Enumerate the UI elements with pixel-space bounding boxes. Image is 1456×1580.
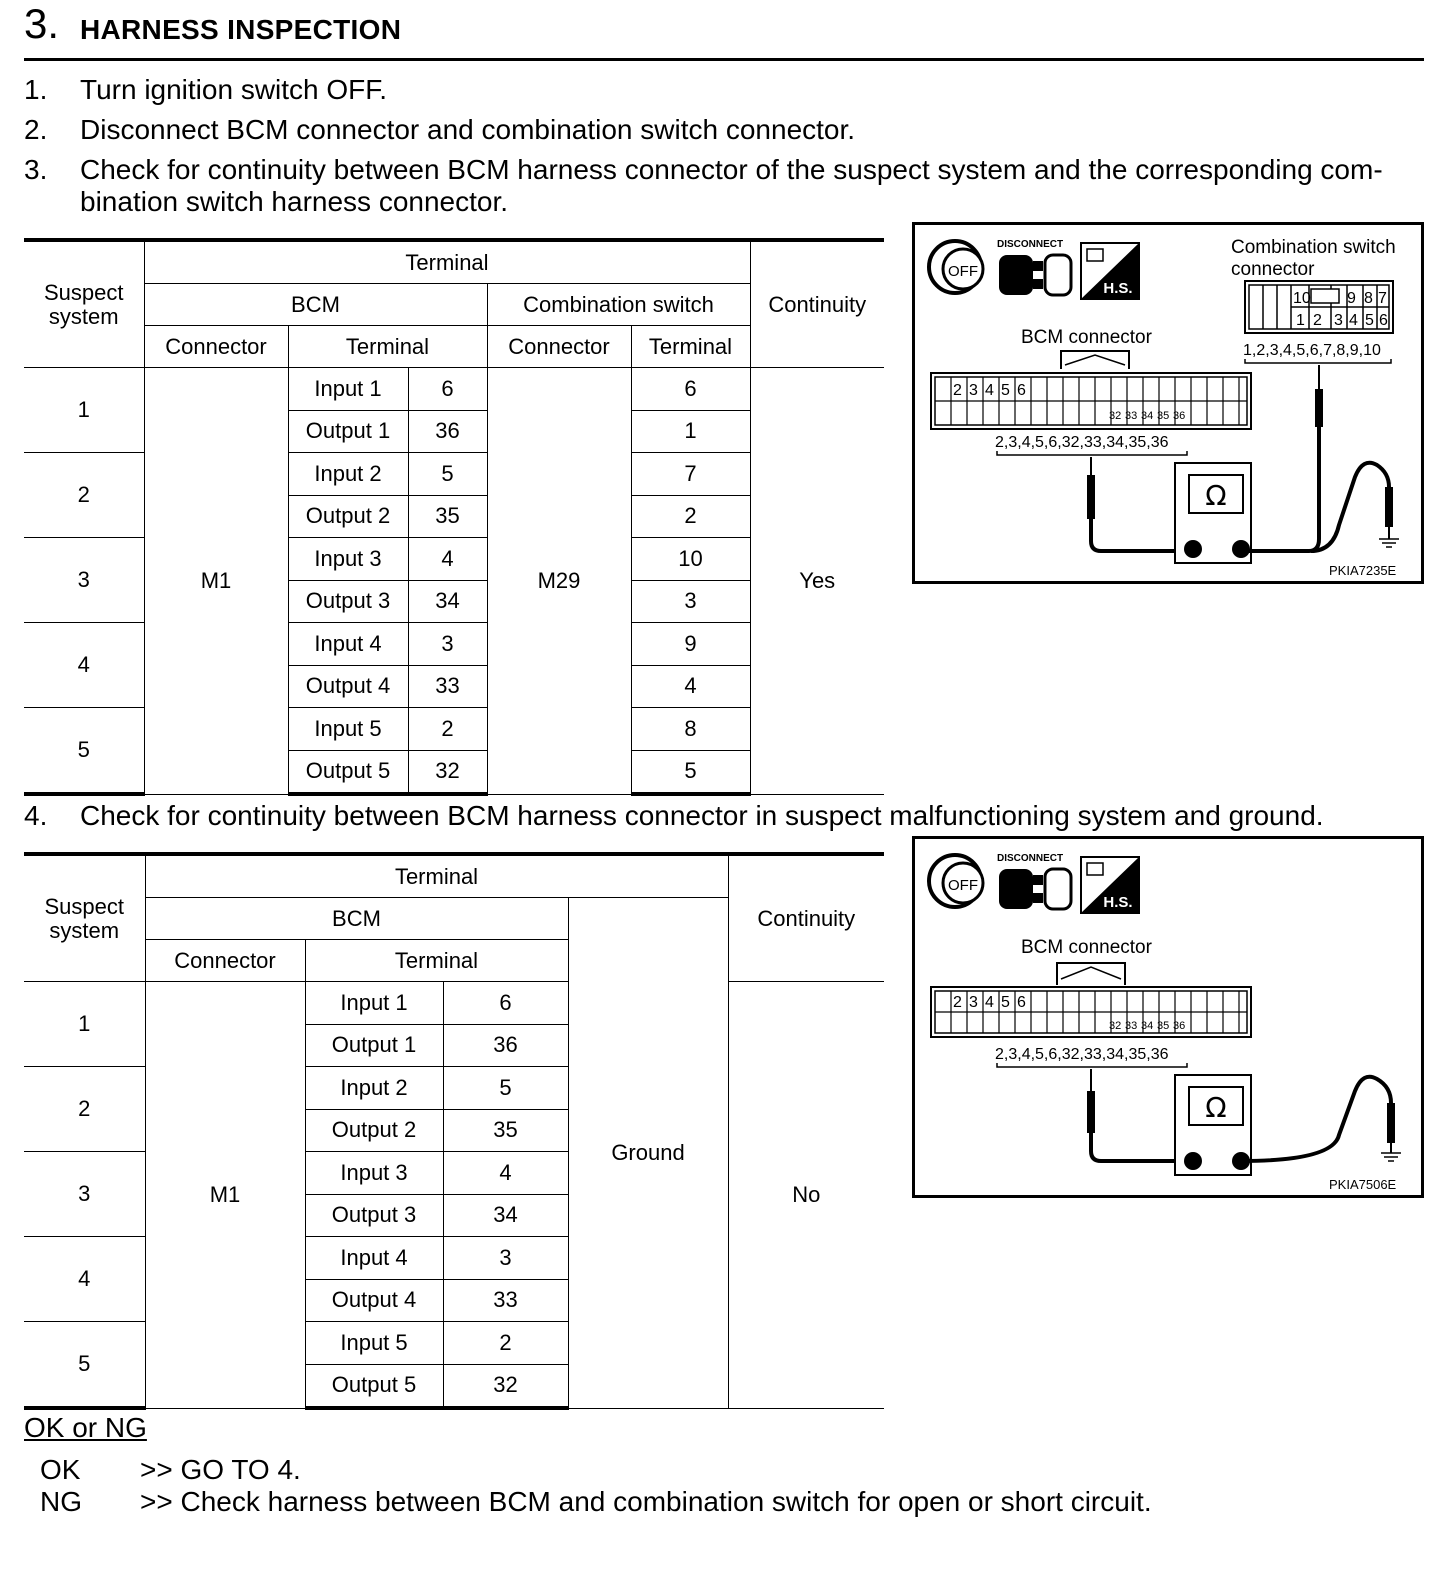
svg-text:2,3,4,5,6,32,33,34,35,36: 2,3,4,5,6,32,33,34,35,36 bbox=[995, 1046, 1169, 1063]
signal-cell: Output 2 bbox=[288, 495, 408, 538]
bcm-terminal-cell: 5 bbox=[443, 1067, 568, 1110]
figure-bcm-combination-switch bbox=[912, 222, 1424, 584]
svg-text:9: 9 bbox=[1347, 290, 1356, 307]
bcm-terminal-cell: 33 bbox=[408, 665, 487, 708]
svg-text:2: 2 bbox=[953, 382, 962, 399]
suspect-system-header: Suspect system bbox=[24, 240, 144, 368]
combo-terminal-cell: 4 bbox=[631, 665, 750, 708]
signal-cell: Input 3 bbox=[305, 1152, 443, 1195]
continuity-table-ground bbox=[24, 852, 884, 1410]
bcm-terminal-cell: 4 bbox=[443, 1152, 568, 1195]
probe-left bbox=[1087, 1069, 1183, 1161]
bcm-terminal-cell: 36 bbox=[443, 1024, 568, 1067]
svg-text:33: 33 bbox=[1125, 410, 1138, 422]
probe-right bbox=[1241, 365, 1323, 551]
combo-terminal-cell: 7 bbox=[631, 453, 750, 496]
suspect-system-cell: 3 bbox=[24, 538, 144, 623]
continuity-cell: No bbox=[728, 982, 884, 1409]
ground-icon bbox=[1379, 539, 1399, 547]
suspect-system-cell: 1 bbox=[24, 368, 144, 453]
svg-text:DISCONNECT: DISCONNECT bbox=[997, 239, 1064, 250]
svg-text:7: 7 bbox=[1378, 290, 1387, 307]
suspect-system-cell: 5 bbox=[24, 1322, 145, 1409]
signal-cell: Output 4 bbox=[288, 665, 408, 708]
svg-text:6: 6 bbox=[1379, 312, 1388, 329]
figure-bcm-ground bbox=[912, 836, 1424, 1198]
step-header bbox=[24, 0, 1424, 61]
bcm-terminal-cell: 35 bbox=[443, 1109, 568, 1152]
signal-cell: Input 4 bbox=[288, 623, 408, 666]
svg-text:34: 34 bbox=[1141, 1020, 1154, 1032]
signal-cell: Input 4 bbox=[305, 1237, 443, 1280]
continuity-cell: Yes bbox=[750, 368, 884, 795]
signal-cell: Output 1 bbox=[288, 410, 408, 453]
instruction-1: 1. Turn ignition switch OFF. bbox=[24, 74, 388, 105]
svg-text:8: 8 bbox=[1364, 290, 1373, 307]
suspect-system-cell: 4 bbox=[24, 1237, 145, 1322]
bcm-terminal-cell: 32 bbox=[408, 750, 487, 794]
svg-text:BCM connector: BCM connector bbox=[1021, 937, 1152, 958]
signal-cell: Output 2 bbox=[305, 1109, 443, 1152]
combo-terminal-cell: 10 bbox=[631, 538, 750, 581]
svg-text:6: 6 bbox=[1017, 994, 1026, 1011]
signal-cell: Input 5 bbox=[305, 1322, 443, 1365]
instruction-4: 4. Check for continuity between BCM harness connector in suspect malfunctioning system and ground. bbox=[24, 800, 1324, 831]
bcm-terminal-cell: 3 bbox=[408, 623, 487, 666]
continuity-header: Continuity bbox=[750, 240, 884, 368]
svg-text:33: 33 bbox=[1125, 1020, 1138, 1032]
instruction-2: 2. Disconnect BCM connector and combination switch connector. bbox=[24, 114, 856, 145]
svg-text:connector: connector bbox=[1231, 259, 1315, 280]
bcm-terminal-cell: 6 bbox=[443, 982, 568, 1025]
bcm-terminal-cell: 32 bbox=[443, 1364, 568, 1408]
signal-cell: Output 3 bbox=[288, 580, 408, 623]
svg-text:6: 6 bbox=[1017, 382, 1026, 399]
combo-connector-cell: M29 bbox=[487, 368, 631, 795]
suspect-system-cell: 2 bbox=[24, 453, 144, 538]
bcm-terminal-cell: 2 bbox=[443, 1322, 568, 1365]
instruction-3: 3. Check for continuity between BCM harness connector of the suspect system and the corresponding com- bination switch harness connector. bbox=[24, 154, 1383, 217]
bcm-terminal-cell: 4 bbox=[408, 538, 487, 581]
bcm-connector-header: Connector bbox=[144, 326, 288, 368]
signal-cell: Output 3 bbox=[305, 1194, 443, 1237]
svg-text:10: 10 bbox=[1293, 290, 1311, 307]
suspect-system-header: Suspect system bbox=[24, 854, 145, 982]
svg-text:PKIA7235E: PKIA7235E bbox=[1329, 563, 1397, 578]
ohmmeter-icon bbox=[1175, 1075, 1251, 1175]
bcm-terminal-cell: 35 bbox=[408, 495, 487, 538]
ground-icon bbox=[1381, 1153, 1401, 1161]
bcm-terminal-cell: 2 bbox=[408, 708, 487, 751]
svg-text:OFF: OFF bbox=[948, 263, 978, 280]
svg-text:35: 35 bbox=[1157, 1020, 1170, 1032]
bcm-terminal-cell: 34 bbox=[443, 1194, 568, 1237]
svg-text:36: 36 bbox=[1173, 1020, 1186, 1032]
signal-cell: Output 5 bbox=[305, 1364, 443, 1408]
svg-text:Combination switch: Combination switch bbox=[1231, 237, 1396, 258]
bcm-terminal-cell: 6 bbox=[408, 368, 487, 411]
combo-terminal-cell: 3 bbox=[631, 580, 750, 623]
svg-text:2,3,4,5,6,32,33,34,35,36: 2,3,4,5,6,32,33,34,35,36 bbox=[995, 434, 1169, 451]
svg-text:PKIA7506E: PKIA7506E bbox=[1329, 1177, 1397, 1192]
hs-icon bbox=[1081, 857, 1139, 913]
svg-text:5: 5 bbox=[1001, 994, 1010, 1011]
svg-text:34: 34 bbox=[1141, 410, 1154, 422]
svg-text:3: 3 bbox=[969, 382, 978, 399]
signal-cell: Input 2 bbox=[305, 1067, 443, 1110]
wiring-diagram bbox=[915, 839, 1421, 1195]
step-number: 3. bbox=[24, 0, 60, 47]
signal-cell: Input 1 bbox=[288, 368, 408, 411]
signal-cell: Output 4 bbox=[305, 1279, 443, 1322]
bcm-header: BCM bbox=[144, 284, 487, 326]
disconnect-icon bbox=[997, 853, 1071, 909]
bcm-terminal-cell: 34 bbox=[408, 580, 487, 623]
bcm-terminal-header: Terminal bbox=[288, 326, 487, 368]
combo-terminal-cell: 6 bbox=[631, 368, 750, 411]
svg-text:H.S.: H.S. bbox=[1103, 280, 1133, 297]
step-title: HARNESS INSPECTION bbox=[80, 14, 402, 45]
combo-terminal-cell: 8 bbox=[631, 708, 750, 751]
bcm-terminal-cell: 36 bbox=[408, 410, 487, 453]
terminal-header: Terminal bbox=[145, 854, 728, 898]
probe-left bbox=[1087, 457, 1183, 551]
svg-text:1,2,3,4,5,6,7,8,9,10: 1,2,3,4,5,6,7,8,9,10 bbox=[1243, 342, 1381, 359]
combo-terminal-header: Terminal bbox=[631, 326, 750, 368]
svg-text:4: 4 bbox=[985, 382, 994, 399]
svg-text:DISCONNECT: DISCONNECT bbox=[997, 853, 1064, 864]
bcm-terminal-cell: 33 bbox=[443, 1279, 568, 1322]
combo-connector-header: Connector bbox=[487, 326, 631, 368]
continuity-header: Continuity bbox=[728, 854, 884, 982]
ignition-off-icon bbox=[929, 855, 983, 907]
combination-switch-header: Combination switch bbox=[487, 284, 750, 326]
svg-text:2: 2 bbox=[1313, 312, 1322, 329]
combo-terminal-cell: 1 bbox=[631, 410, 750, 453]
svg-text:2: 2 bbox=[953, 994, 962, 1011]
bcm-terminal-cell: 5 bbox=[408, 453, 487, 496]
signal-cell: Input 1 bbox=[305, 982, 443, 1025]
svg-text:H.S.: H.S. bbox=[1103, 894, 1133, 911]
ground-probe bbox=[1241, 1077, 1395, 1161]
combo-terminal-cell: 5 bbox=[631, 750, 750, 794]
svg-text:32: 32 bbox=[1109, 410, 1122, 422]
ignition-off-icon bbox=[929, 241, 983, 293]
bcm-header: BCM bbox=[145, 898, 568, 940]
svg-text:1: 1 bbox=[1296, 312, 1305, 329]
ok-or-ng-heading: OK or NG bbox=[24, 1412, 147, 1443]
suspect-system-cell: 4 bbox=[24, 623, 144, 708]
svg-text:OFF: OFF bbox=[948, 877, 978, 894]
svg-text:3: 3 bbox=[969, 994, 978, 1011]
bcm-connector-cell: M1 bbox=[145, 982, 305, 1409]
signal-cell: Output 5 bbox=[288, 750, 408, 794]
ohmmeter-icon bbox=[1175, 463, 1251, 563]
wiring-diagram bbox=[915, 225, 1421, 581]
suspect-system-cell: 1 bbox=[24, 982, 145, 1067]
signal-cell: Output 1 bbox=[305, 1024, 443, 1067]
result-ok: OK >> GO TO 4. bbox=[40, 1454, 301, 1485]
ground-probe bbox=[1311, 463, 1393, 551]
suspect-system-cell: 2 bbox=[24, 1067, 145, 1152]
combo-terminal-cell: 2 bbox=[631, 495, 750, 538]
signal-cell: Input 5 bbox=[288, 708, 408, 751]
terminal-header: Terminal bbox=[144, 240, 750, 284]
hs-icon bbox=[1081, 243, 1139, 299]
svg-text:32: 32 bbox=[1109, 1020, 1122, 1032]
combo-terminal-cell: 9 bbox=[631, 623, 750, 666]
suspect-system-cell: 5 bbox=[24, 708, 144, 795]
suspect-system-cell: 3 bbox=[24, 1152, 145, 1237]
signal-cell: Input 2 bbox=[288, 453, 408, 496]
svg-text:36: 36 bbox=[1173, 410, 1186, 422]
disconnect-icon bbox=[997, 239, 1071, 295]
svg-text:BCM connector: BCM connector bbox=[1021, 327, 1152, 348]
bcm-terminal-cell: 3 bbox=[443, 1237, 568, 1280]
svg-text:4: 4 bbox=[1349, 312, 1358, 329]
signal-cell: Input 3 bbox=[288, 538, 408, 581]
svg-text:35: 35 bbox=[1157, 410, 1170, 422]
result-ng: NG >> Check harness between BCM and combination switch for open or short circuit. bbox=[40, 1486, 1152, 1517]
svg-text:5: 5 bbox=[1001, 382, 1010, 399]
svg-text:5: 5 bbox=[1365, 312, 1374, 329]
svg-text:3: 3 bbox=[1334, 312, 1343, 329]
bcm-terminal-header: Terminal bbox=[305, 940, 568, 982]
ground-cell: Ground bbox=[568, 898, 728, 1409]
continuity-table-combination bbox=[24, 238, 884, 796]
bcm-connector-header: Connector bbox=[145, 940, 305, 982]
bcm-connector-cell: M1 bbox=[144, 368, 288, 795]
svg-text:Ω: Ω bbox=[1205, 479, 1227, 512]
svg-text:4: 4 bbox=[985, 994, 994, 1011]
svg-text:Ω: Ω bbox=[1205, 1091, 1227, 1124]
